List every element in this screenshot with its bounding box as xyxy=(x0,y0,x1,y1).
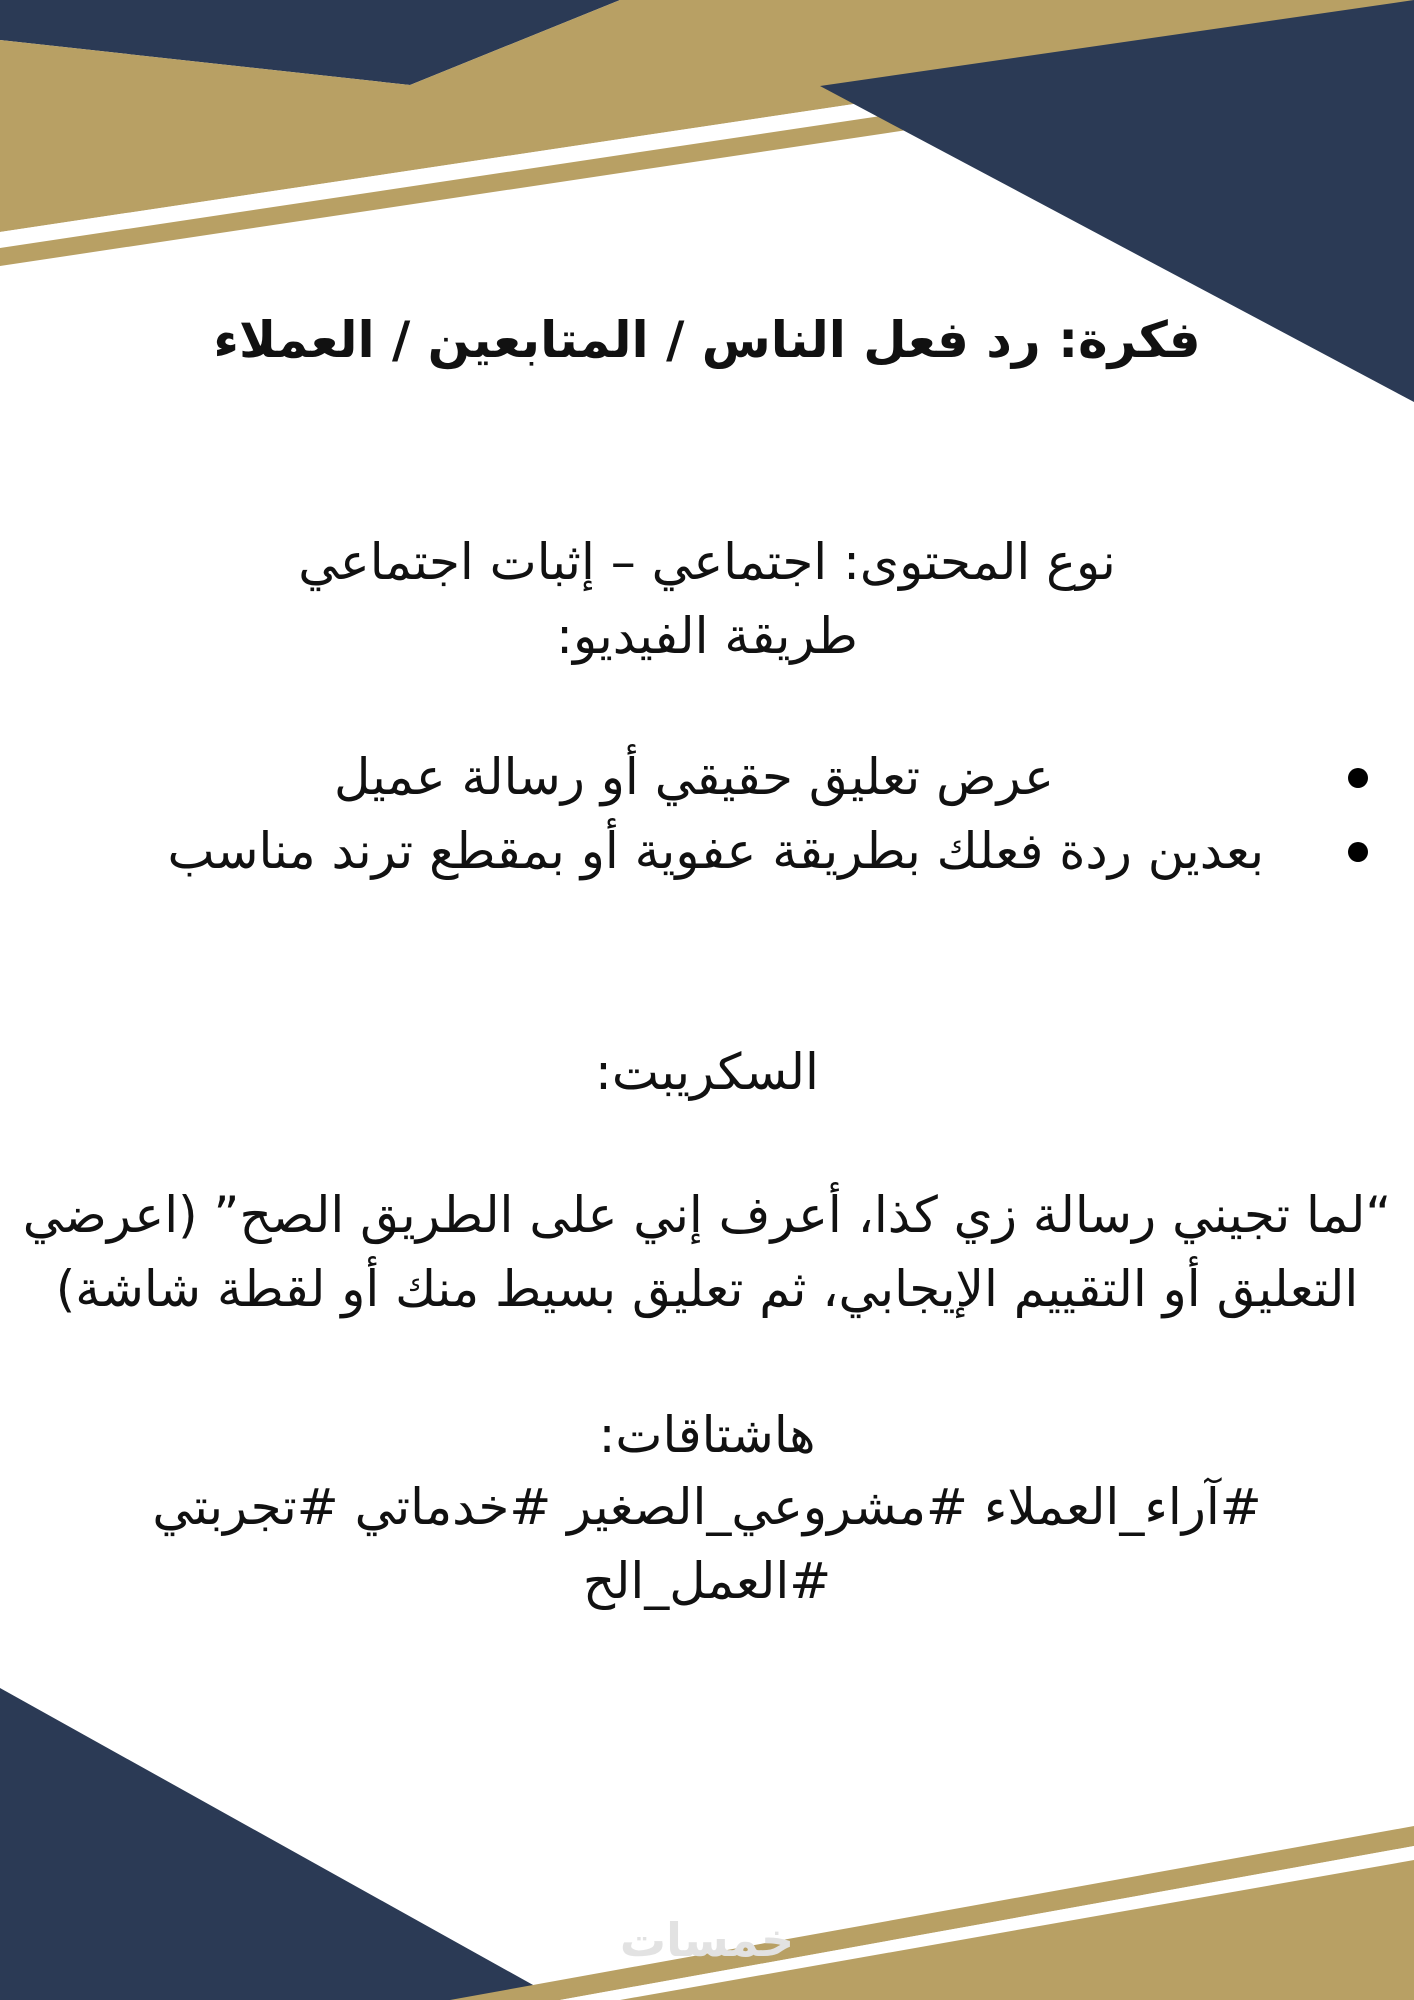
bullet-icon xyxy=(1348,842,1368,862)
page-title: فكرة: رد فعل الناس / المتابعين / العملاء xyxy=(213,311,1201,369)
bullet-text: بعدين ردة فعلك بطريقة عفوية أو بمقطع ترند مناسب xyxy=(167,822,1264,880)
hashtags-label: هاشتاقات: xyxy=(598,1406,816,1464)
content-type-line: نوع المحتوى: اجتماعي – إثبات اجتماعي xyxy=(298,533,1116,591)
video-method-label: طريقة الفيديو: xyxy=(556,607,858,665)
script-label: السكريبت: xyxy=(595,1043,819,1101)
bullet-icon xyxy=(1348,768,1368,788)
watermark-logo: خمسات xyxy=(619,1913,795,1967)
list-item xyxy=(0,740,1414,814)
bullet-text: عرض تعليق حقيقي أو رسالة عميل xyxy=(333,748,1054,806)
bullet-list xyxy=(0,740,1414,888)
hashtags-text: #آراء_العملاء #مشروعي_الصغير #خدماتي #تجربتي #العمل_الح xyxy=(152,1478,1262,1610)
list-item xyxy=(0,814,1414,888)
script-text: “لما تجيني رسالة زي كذا، أعرف إني على الطريق الصح” (اعرضي التعليق أو التقييم الإيجابي، ثم تعليق بسيط منك أو لقطة شاشة) xyxy=(22,1186,1392,1318)
